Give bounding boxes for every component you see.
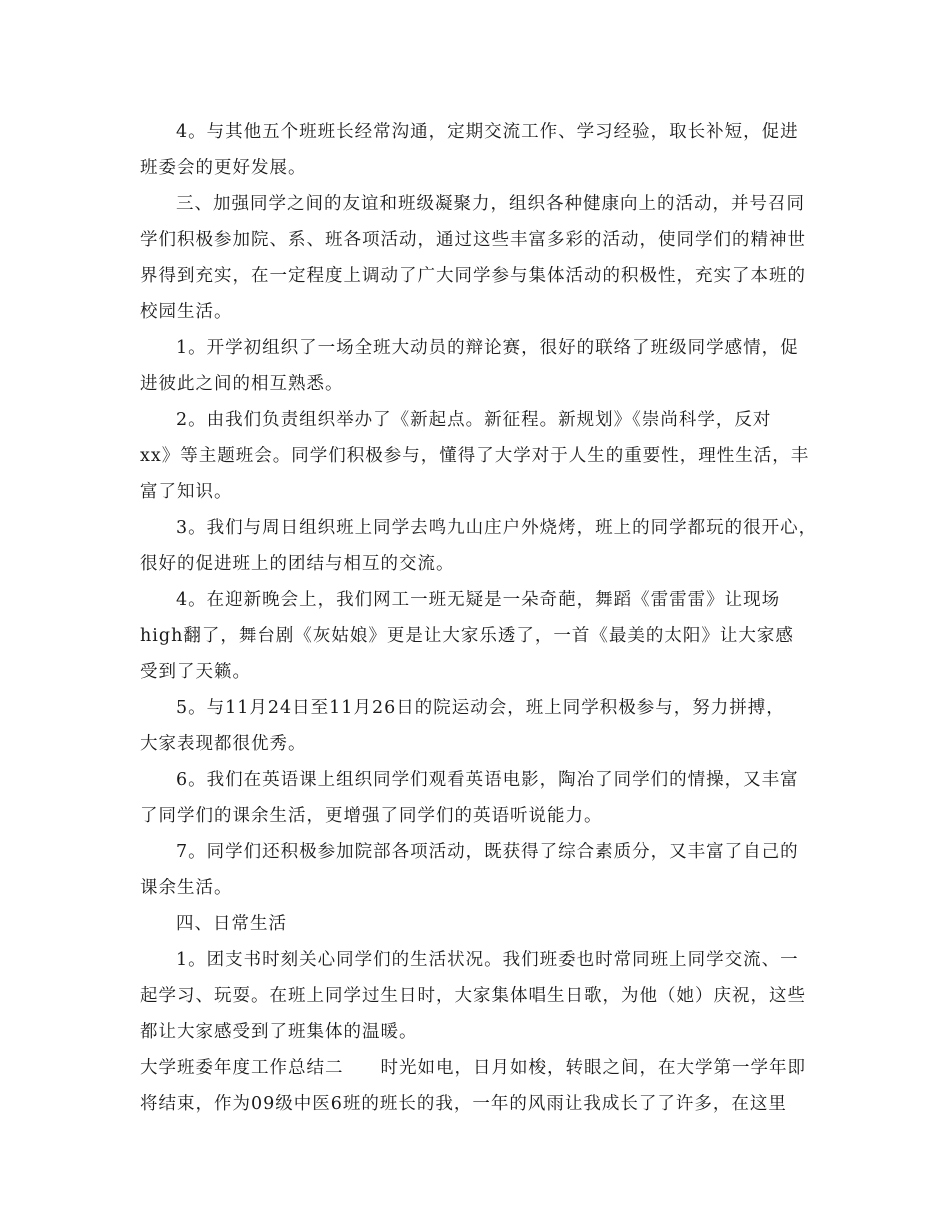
text-line: 将结束，作为09级中医6班的班长的我，一年的风雨让我成长了了许多，在这里 bbox=[140, 1094, 787, 1114]
text-line: 4。在迎新晚会上，我们网工一班无疑是一朵奇葩，舞蹈《雷雷雷》让现场 bbox=[176, 590, 781, 610]
text-line: 学们积极参加院、系、班各项活动，通过这些丰富多彩的活动，使同学们的精神世 bbox=[140, 230, 806, 250]
text-line: 1。团支书时刻关心同学们的生活状况。我们班委也时常同班上同学交流、一 bbox=[176, 950, 799, 970]
text-line: 富了知识。 bbox=[140, 482, 233, 502]
text-line: 大学班委年度工作总结二 时光如电，日月如梭，转眼之间，在大学第一学年即 bbox=[140, 1058, 806, 1078]
text-line: 2。由我们负责组织举办了《新起点。新征程。新规划》《崇尚科学，反对 bbox=[176, 410, 772, 430]
text-line: 大家表现都很优秀。 bbox=[140, 734, 307, 754]
text-line: 1。开学初组织了一场全班大动员的辩论赛，很好的联络了班级同学感情，促 bbox=[176, 338, 799, 358]
text-line: high翻了，舞台剧《灰姑娘》更是让大家乐透了，一首《最美的太阳》让大家感 bbox=[140, 626, 794, 646]
section-heading: 四、日常生活 bbox=[176, 914, 287, 934]
text-line: 都让大家感受到了班集体的温暖。 bbox=[140, 1022, 418, 1042]
text-line: 5。与11月24日至11月26日的院运动会，班上同学积极参与，努力拼搏， bbox=[176, 698, 785, 718]
text-line: 3。我们与周日组织班上同学去鸣九山庄户外烧烤，班上的同学都玩的很开心， bbox=[176, 518, 818, 538]
text-line: 很好的促进班上的团结与相互的交流。 bbox=[140, 554, 455, 574]
text-line: 班委会的更好发展。 bbox=[140, 158, 307, 178]
text-line: 校园生活。 bbox=[140, 302, 233, 322]
text-line: xx》等主题班会。同学们积极参与，懂得了大学对于人生的重要性，理性生活，丰 bbox=[140, 446, 810, 466]
text-line: 4。与其他五个班班长经常沟通，定期交流工作、学习经验，取长补短，促进 bbox=[176, 122, 799, 142]
text-line: 6。我们在英语课上组织同学们观看英语电影，陶冶了同学们的情操，又丰富 bbox=[176, 770, 799, 790]
text-line: 起学习、玩耍。在班上同学过生日时，大家集体唱生日歌，为他（她）庆祝，这些 bbox=[140, 986, 806, 1006]
text-line: 界得到充实，在一定程度上调动了广大同学参与集体活动的积极性，充实了本班的 bbox=[140, 266, 806, 286]
text-line: 受到了天籁。 bbox=[140, 662, 251, 682]
text-line: 7。同学们还积极参加院部各项活动，既获得了综合素质分，又丰富了自己的 bbox=[176, 842, 799, 862]
text-line: 进彼此之间的相互熟悉。 bbox=[140, 374, 344, 394]
text-line: 三、加强同学之间的友谊和班级凝聚力，组织各种健康向上的活动，并号召同 bbox=[176, 194, 805, 214]
text-line: 课余生活。 bbox=[140, 878, 233, 898]
text-line: 了同学们的课余生活，更增强了同学们的英语听说能力。 bbox=[140, 806, 603, 826]
